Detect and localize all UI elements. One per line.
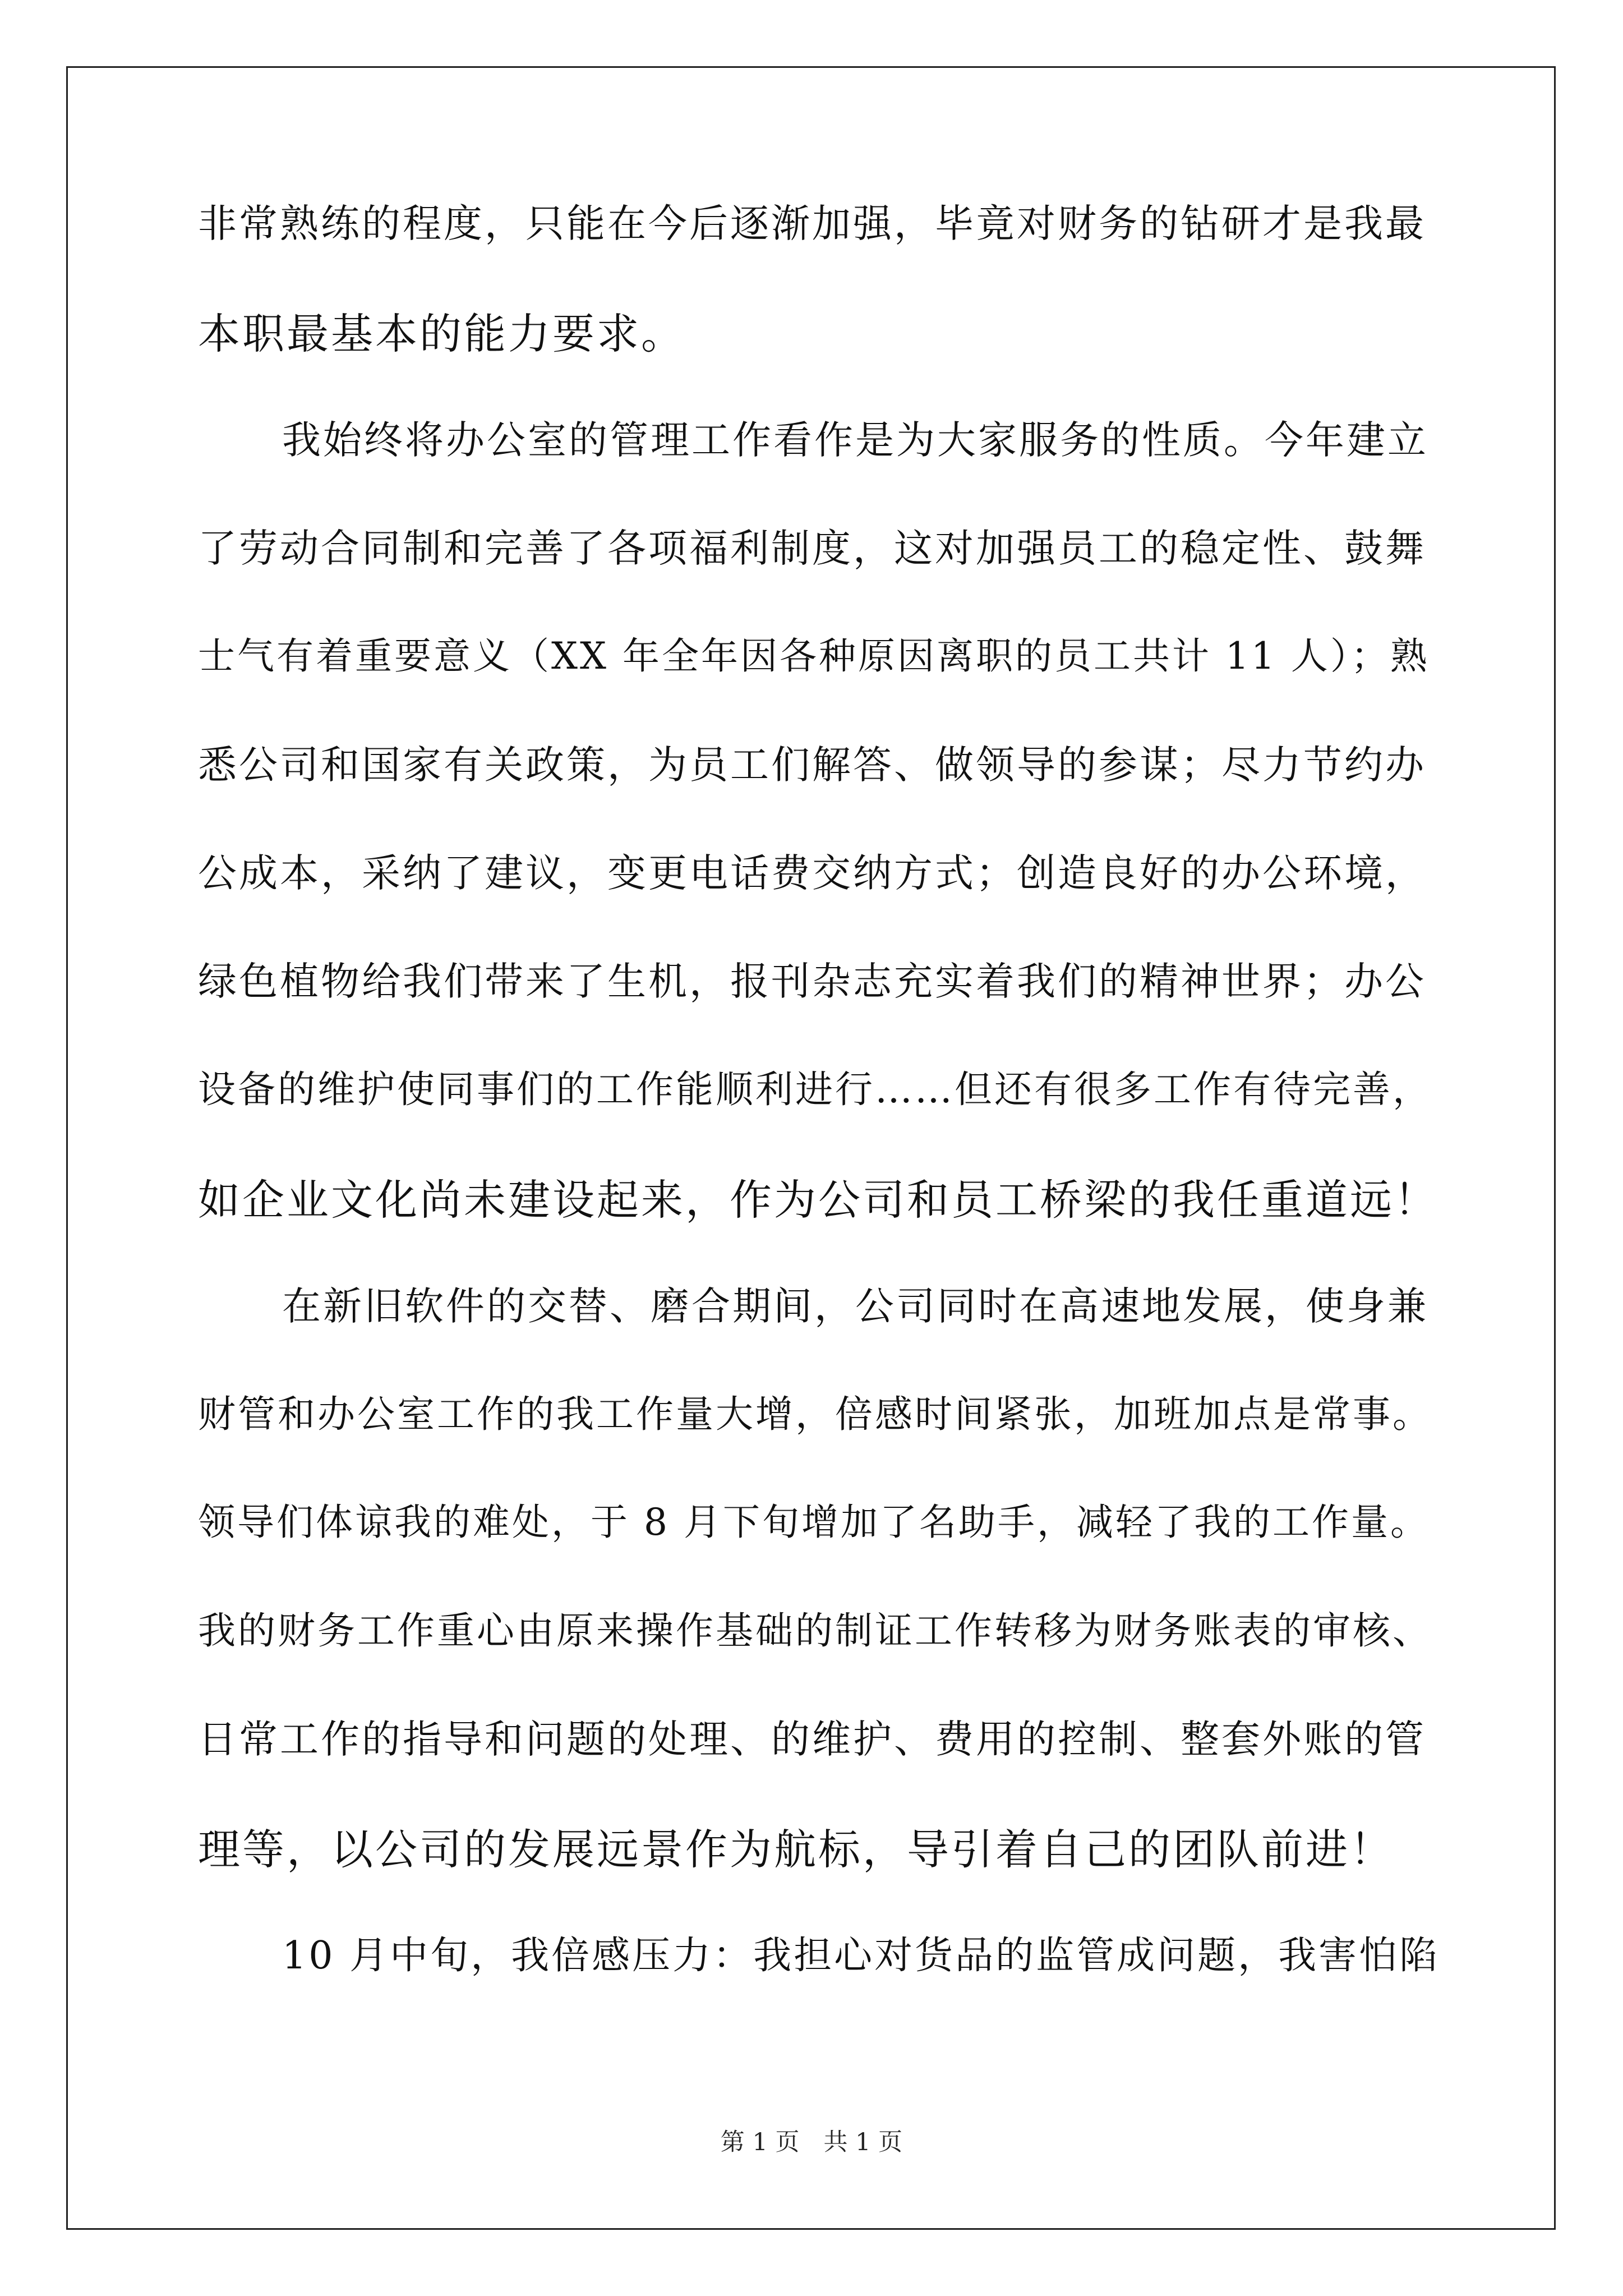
text-line-4: 了劳动合同制和完善了各项福利制度，这对加强员工的稳定性、鼓舞 <box>198 526 1426 571</box>
text-line-11: 在新旧软件的交替、磨合期间，公司同时在高速地发展，使身兼 <box>282 1284 1428 1329</box>
text-line-6: 悉公司和国家有关政策，为员工们解答、做领导的参谋；尽力节约办 <box>198 743 1426 788</box>
text-line-3: 我始终将办公室的管理工作看作是为大家服务的性质。今年建立 <box>282 418 1428 463</box>
text-line-14: 我的财务工作重心由原来操作基础的制证工作转移为财务账表的审核、 <box>198 1609 1432 1653</box>
text-line-5: 士气有着重要意义（XX 年全年因各种原因离职的员工共计 11 人）；熟 <box>198 634 1430 678</box>
text-line-16: 理等，以公司的发展远景作为航标，导引着自己的团队前进！ <box>198 1825 1395 1874</box>
text-line-1: 非常熟练的程度，只能在今后逐渐加强，毕竟对财务的钻研才是我最 <box>198 201 1426 246</box>
page-footer: 第 1 页 共 1 页 <box>720 2128 903 2156</box>
text-line-12: 财管和办公室工作的我工作量大增，倍感时间紧张，加班加点是常事。 <box>198 1392 1432 1436</box>
text-line-10: 如企业文化尚未建设起来，作为公司和员工桥梁的我任重道远！ <box>198 1175 1439 1225</box>
text-line-9: 设备的维护使同事们的工作能顺利进行……但还有很多工作有待完善， <box>198 1068 1432 1111</box>
text-line-8: 绿色植物给我们带来了生机，报刊杂志充实着我们的精神世界；办公 <box>198 959 1426 1004</box>
text-line-7: 公成本，采纳了建议，变更电话费交纳方式；创造良好的办公环境， <box>198 851 1426 896</box>
text-line-15: 日常工作的指导和问题的处理、的维护、费用的控制、整套外账的管 <box>198 1717 1426 1762</box>
page-border <box>66 66 1556 2230</box>
text-line-13: 领导们体谅我的难处，于 8 月下旬增加了名助手，减轻了我的工作量。 <box>198 1501 1430 1544</box>
text-line-2: 本职最基本的能力要求。 <box>198 309 686 358</box>
text-line-17: 10 月中旬，我倍感压力：我担心对货品的监管成问题，我害怕陷 <box>282 1934 1440 1978</box>
